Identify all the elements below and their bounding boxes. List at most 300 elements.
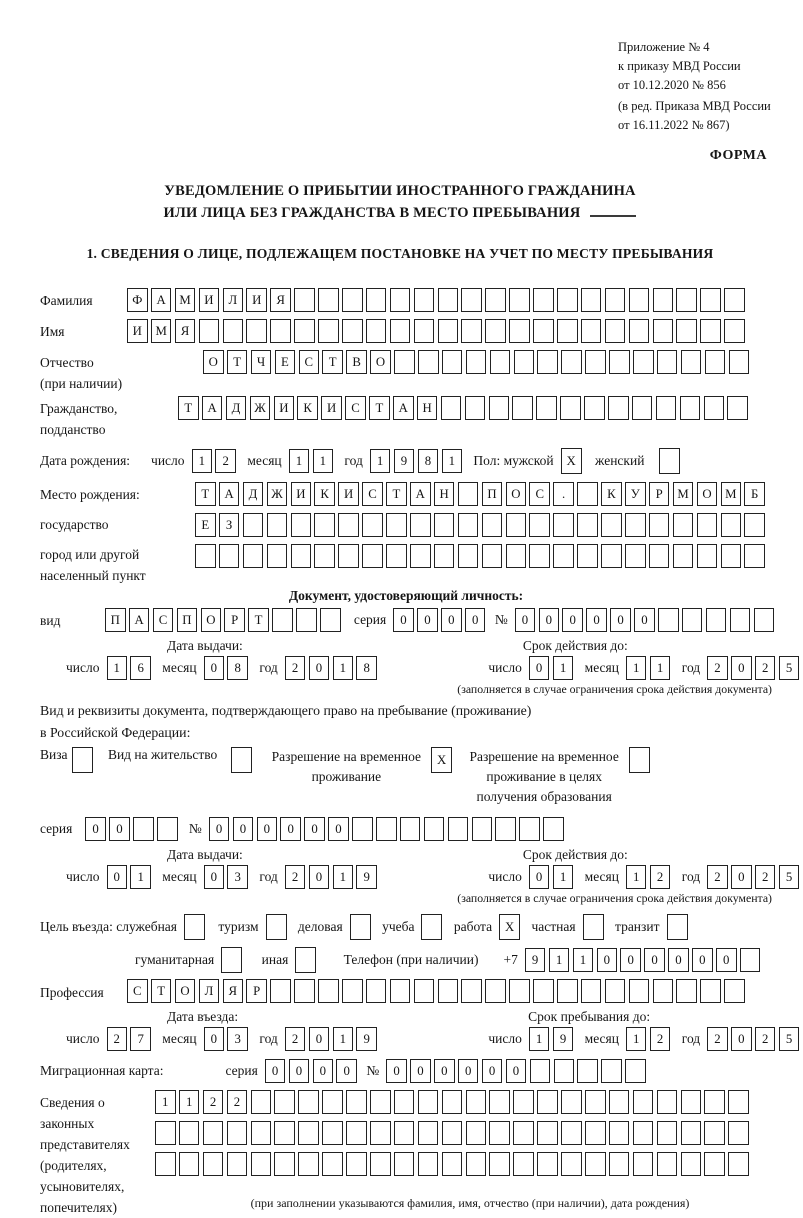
char-box[interactable] bbox=[400, 817, 421, 841]
char-box[interactable]: 5 bbox=[779, 865, 800, 889]
visa-checkbox[interactable] bbox=[72, 747, 96, 773]
char-box[interactable]: 0 bbox=[539, 608, 560, 632]
char-box[interactable]: 0 bbox=[562, 608, 583, 632]
char-box[interactable] bbox=[744, 544, 765, 568]
char-box[interactable] bbox=[489, 1090, 510, 1114]
char-box[interactable] bbox=[728, 1090, 749, 1114]
char-box[interactable] bbox=[577, 482, 598, 506]
char-box[interactable] bbox=[585, 1090, 606, 1114]
purpose-tourism-checkbox[interactable] bbox=[266, 914, 290, 940]
char-box[interactable] bbox=[155, 1121, 176, 1145]
char-box[interactable]: 0 bbox=[393, 608, 414, 632]
char-box[interactable] bbox=[512, 396, 533, 420]
char-box[interactable] bbox=[633, 1090, 654, 1114]
char-box[interactable]: 0 bbox=[529, 865, 550, 889]
char-box[interactable]: А bbox=[129, 608, 150, 632]
char-box[interactable]: Т bbox=[178, 396, 199, 420]
char-box[interactable] bbox=[649, 544, 670, 568]
char-box[interactable] bbox=[362, 513, 383, 537]
char-box[interactable] bbox=[605, 979, 626, 1003]
char-box[interactable]: 8 bbox=[227, 656, 248, 680]
char-box[interactable] bbox=[366, 319, 387, 343]
char-box[interactable]: 1 bbox=[289, 449, 310, 473]
char-box[interactable] bbox=[727, 396, 748, 420]
char-box[interactable]: М bbox=[721, 482, 742, 506]
char-box[interactable] bbox=[418, 1152, 439, 1176]
char-box[interactable] bbox=[414, 319, 435, 343]
char-box[interactable]: X bbox=[499, 914, 520, 940]
birth-month-input[interactable] bbox=[289, 449, 337, 473]
char-box[interactable] bbox=[519, 817, 540, 841]
char-box[interactable]: А bbox=[410, 482, 431, 506]
res-number-input[interactable] bbox=[209, 817, 567, 841]
char-box[interactable]: 0 bbox=[265, 1059, 286, 1083]
char-box[interactable] bbox=[294, 319, 315, 343]
doc-type-input[interactable] bbox=[105, 608, 344, 632]
char-box[interactable] bbox=[370, 1090, 391, 1114]
char-box[interactable] bbox=[243, 544, 264, 568]
id-expiry-month-input[interactable] bbox=[626, 656, 674, 680]
residence-permit-checkbox[interactable] bbox=[231, 747, 255, 773]
char-box[interactable]: К bbox=[601, 482, 622, 506]
char-box[interactable] bbox=[390, 288, 411, 312]
char-box[interactable]: 0 bbox=[731, 865, 752, 889]
char-box[interactable] bbox=[632, 396, 653, 420]
char-box[interactable] bbox=[560, 396, 581, 420]
char-box[interactable] bbox=[704, 396, 725, 420]
id-expiry-year-input[interactable] bbox=[707, 656, 803, 680]
char-box[interactable]: 0 bbox=[731, 1027, 752, 1051]
char-box[interactable] bbox=[438, 288, 459, 312]
char-box[interactable] bbox=[514, 350, 535, 374]
char-box[interactable]: 0 bbox=[515, 608, 536, 632]
char-box[interactable] bbox=[729, 350, 750, 374]
char-box[interactable] bbox=[352, 817, 373, 841]
purpose-other-checkbox[interactable] bbox=[295, 947, 319, 973]
char-box[interactable] bbox=[434, 544, 455, 568]
char-box[interactable] bbox=[533, 288, 554, 312]
char-box[interactable]: 2 bbox=[203, 1090, 224, 1114]
char-box[interactable]: 0 bbox=[209, 817, 230, 841]
char-box[interactable]: 0 bbox=[280, 817, 301, 841]
char-box[interactable]: Д bbox=[243, 482, 264, 506]
char-box[interactable]: Е bbox=[195, 513, 216, 537]
char-box[interactable] bbox=[656, 396, 677, 420]
char-box[interactable] bbox=[179, 1152, 200, 1176]
char-box[interactable] bbox=[322, 1121, 343, 1145]
purpose-official-checkbox[interactable] bbox=[184, 914, 208, 940]
birth-day-input[interactable] bbox=[192, 449, 240, 473]
char-box[interactable]: 1 bbox=[107, 656, 128, 680]
char-box[interactable] bbox=[577, 1059, 598, 1083]
char-box[interactable] bbox=[157, 817, 178, 841]
char-box[interactable] bbox=[676, 979, 697, 1003]
char-box[interactable] bbox=[697, 544, 718, 568]
char-box[interactable] bbox=[533, 979, 554, 1003]
char-box[interactable] bbox=[298, 1121, 319, 1145]
char-box[interactable]: О bbox=[697, 482, 718, 506]
char-box[interactable] bbox=[394, 1121, 415, 1145]
char-box[interactable]: П bbox=[177, 608, 198, 632]
char-box[interactable] bbox=[418, 1121, 439, 1145]
char-box[interactable]: 0 bbox=[434, 1059, 455, 1083]
char-box[interactable] bbox=[561, 1152, 582, 1176]
char-box[interactable] bbox=[529, 513, 550, 537]
char-box[interactable] bbox=[681, 350, 702, 374]
char-box[interactable] bbox=[561, 1090, 582, 1114]
char-box[interactable]: 1 bbox=[333, 656, 354, 680]
char-box[interactable]: 1 bbox=[553, 656, 574, 680]
char-box[interactable]: X bbox=[561, 448, 582, 474]
char-box[interactable]: Н bbox=[434, 482, 455, 506]
char-box[interactable] bbox=[418, 1090, 439, 1114]
char-box[interactable] bbox=[557, 319, 578, 343]
char-box[interactable] bbox=[485, 979, 506, 1003]
char-box[interactable]: 1 bbox=[333, 1027, 354, 1051]
char-box[interactable] bbox=[386, 513, 407, 537]
char-box[interactable] bbox=[553, 513, 574, 537]
char-box[interactable]: О bbox=[506, 482, 527, 506]
char-box[interactable] bbox=[653, 319, 674, 343]
char-box[interactable] bbox=[414, 979, 435, 1003]
char-box[interactable] bbox=[704, 1152, 725, 1176]
char-box[interactable] bbox=[318, 319, 339, 343]
guardians-row1-input[interactable] bbox=[155, 1090, 752, 1114]
char-box[interactable] bbox=[461, 979, 482, 1003]
sex-female-checkbox[interactable] bbox=[659, 448, 683, 474]
char-box[interactable] bbox=[390, 319, 411, 343]
res-issue-year-input[interactable] bbox=[285, 865, 381, 889]
char-box[interactable]: 1 bbox=[529, 1027, 550, 1051]
char-box[interactable] bbox=[272, 608, 293, 632]
char-box[interactable] bbox=[577, 513, 598, 537]
char-box[interactable] bbox=[537, 1090, 558, 1114]
char-box[interactable]: 5 bbox=[779, 1027, 800, 1051]
char-box[interactable] bbox=[195, 544, 216, 568]
char-box[interactable]: Т bbox=[322, 350, 343, 374]
char-box[interactable] bbox=[298, 1090, 319, 1114]
char-box[interactable] bbox=[721, 513, 742, 537]
char-box[interactable] bbox=[543, 817, 564, 841]
char-box[interactable] bbox=[346, 1090, 367, 1114]
char-box[interactable] bbox=[294, 288, 315, 312]
char-box[interactable] bbox=[251, 1090, 272, 1114]
char-box[interactable] bbox=[724, 319, 745, 343]
char-box[interactable]: 6 bbox=[130, 656, 151, 680]
char-box[interactable] bbox=[577, 544, 598, 568]
char-box[interactable] bbox=[489, 396, 510, 420]
char-box[interactable] bbox=[728, 1121, 749, 1145]
char-box[interactable] bbox=[466, 1152, 487, 1176]
char-box[interactable]: С bbox=[345, 396, 366, 420]
char-box[interactable] bbox=[581, 319, 602, 343]
char-box[interactable]: 0 bbox=[716, 948, 737, 972]
char-box[interactable] bbox=[581, 979, 602, 1003]
char-box[interactable]: 1 bbox=[333, 865, 354, 889]
char-box[interactable] bbox=[270, 319, 291, 343]
phone-input[interactable] bbox=[525, 948, 764, 972]
char-box[interactable]: 0 bbox=[620, 948, 641, 972]
char-box[interactable] bbox=[657, 350, 678, 374]
char-box[interactable] bbox=[659, 448, 680, 474]
char-box[interactable] bbox=[155, 1152, 176, 1176]
char-box[interactable]: 0 bbox=[233, 817, 254, 841]
char-box[interactable]: 1 bbox=[626, 865, 647, 889]
char-box[interactable]: 1 bbox=[192, 449, 213, 473]
char-box[interactable]: 0 bbox=[597, 948, 618, 972]
char-box[interactable] bbox=[266, 914, 287, 940]
char-box[interactable]: Т bbox=[369, 396, 390, 420]
char-box[interactable]: 1 bbox=[626, 1027, 647, 1051]
char-box[interactable] bbox=[390, 979, 411, 1003]
migration-number-input[interactable] bbox=[386, 1059, 649, 1083]
stay-year-input[interactable] bbox=[707, 1027, 803, 1051]
char-box[interactable] bbox=[700, 979, 721, 1003]
char-box[interactable]: 3 bbox=[227, 1027, 248, 1051]
char-box[interactable] bbox=[458, 544, 479, 568]
char-box[interactable] bbox=[705, 350, 726, 374]
char-box[interactable] bbox=[414, 288, 435, 312]
char-box[interactable] bbox=[362, 544, 383, 568]
char-box[interactable]: 1 bbox=[130, 865, 151, 889]
char-box[interactable]: С bbox=[362, 482, 383, 506]
char-box[interactable] bbox=[744, 513, 765, 537]
char-box[interactable] bbox=[466, 1121, 487, 1145]
char-box[interactable]: Я bbox=[223, 979, 244, 1003]
char-box[interactable] bbox=[485, 319, 506, 343]
char-box[interactable]: С bbox=[529, 482, 550, 506]
char-box[interactable]: У bbox=[625, 482, 646, 506]
char-box[interactable] bbox=[605, 288, 626, 312]
char-box[interactable]: 2 bbox=[107, 1027, 128, 1051]
char-box[interactable] bbox=[537, 1121, 558, 1145]
char-box[interactable] bbox=[274, 1121, 295, 1145]
char-box[interactable]: . bbox=[553, 482, 574, 506]
char-box[interactable] bbox=[633, 1121, 654, 1145]
char-box[interactable]: 0 bbox=[204, 656, 225, 680]
char-box[interactable]: Т bbox=[151, 979, 172, 1003]
char-box[interactable]: И bbox=[199, 288, 220, 312]
char-box[interactable]: Р bbox=[649, 482, 670, 506]
char-box[interactable] bbox=[274, 1152, 295, 1176]
char-box[interactable]: X bbox=[431, 747, 452, 773]
char-box[interactable]: А bbox=[393, 396, 414, 420]
char-box[interactable] bbox=[267, 513, 288, 537]
char-box[interactable]: 2 bbox=[707, 1027, 728, 1051]
char-box[interactable]: 0 bbox=[417, 608, 438, 632]
char-box[interactable]: 0 bbox=[692, 948, 713, 972]
char-box[interactable] bbox=[223, 319, 244, 343]
id-issue-month-input[interactable] bbox=[204, 656, 252, 680]
char-box[interactable]: 0 bbox=[309, 1027, 330, 1051]
char-box[interactable]: 0 bbox=[634, 608, 655, 632]
char-box[interactable] bbox=[601, 544, 622, 568]
char-box[interactable]: 2 bbox=[215, 449, 236, 473]
char-box[interactable]: 0 bbox=[328, 817, 349, 841]
char-box[interactable]: 0 bbox=[506, 1059, 527, 1083]
char-box[interactable]: В bbox=[346, 350, 367, 374]
char-box[interactable] bbox=[72, 747, 93, 773]
char-box[interactable]: 0 bbox=[458, 1059, 479, 1083]
temp-residence-edu-checkbox[interactable] bbox=[629, 747, 653, 773]
char-box[interactable]: 1 bbox=[626, 656, 647, 680]
char-box[interactable] bbox=[394, 350, 415, 374]
char-box[interactable] bbox=[227, 1152, 248, 1176]
char-box[interactable] bbox=[495, 817, 516, 841]
char-box[interactable] bbox=[629, 319, 650, 343]
char-box[interactable] bbox=[583, 914, 604, 940]
char-box[interactable] bbox=[221, 947, 242, 973]
char-box[interactable] bbox=[466, 1090, 487, 1114]
char-box[interactable]: 1 bbox=[650, 656, 671, 680]
char-box[interactable]: О bbox=[175, 979, 196, 1003]
char-box[interactable]: 0 bbox=[109, 817, 130, 841]
char-box[interactable]: И bbox=[246, 288, 267, 312]
given-name-input[interactable] bbox=[127, 319, 748, 343]
char-box[interactable]: М bbox=[151, 319, 172, 343]
char-box[interactable] bbox=[338, 544, 359, 568]
char-box[interactable]: Л bbox=[199, 979, 220, 1003]
char-box[interactable] bbox=[730, 608, 751, 632]
char-box[interactable]: 0 bbox=[586, 608, 607, 632]
char-box[interactable] bbox=[219, 544, 240, 568]
char-box[interactable] bbox=[448, 817, 469, 841]
char-box[interactable] bbox=[676, 288, 697, 312]
char-box[interactable] bbox=[509, 979, 530, 1003]
char-box[interactable]: 0 bbox=[482, 1059, 503, 1083]
char-box[interactable]: Ч bbox=[251, 350, 272, 374]
char-box[interactable]: Д bbox=[226, 396, 247, 420]
char-box[interactable]: 2 bbox=[650, 1027, 671, 1051]
char-box[interactable] bbox=[530, 1059, 551, 1083]
char-box[interactable] bbox=[376, 817, 397, 841]
char-box[interactable]: 0 bbox=[204, 1027, 225, 1051]
char-box[interactable]: Ж bbox=[267, 482, 288, 506]
char-box[interactable] bbox=[442, 1121, 463, 1145]
char-box[interactable]: 1 bbox=[549, 948, 570, 972]
char-box[interactable] bbox=[370, 1152, 391, 1176]
char-box[interactable]: 1 bbox=[179, 1090, 200, 1114]
char-box[interactable]: 0 bbox=[731, 656, 752, 680]
char-box[interactable] bbox=[653, 288, 674, 312]
char-box[interactable]: 0 bbox=[668, 948, 689, 972]
char-box[interactable]: Ж bbox=[250, 396, 271, 420]
char-box[interactable] bbox=[704, 1090, 725, 1114]
char-box[interactable] bbox=[291, 513, 312, 537]
char-box[interactable]: И bbox=[338, 482, 359, 506]
char-box[interactable]: 2 bbox=[755, 1027, 776, 1051]
profession-input[interactable] bbox=[127, 979, 748, 1003]
char-box[interactable] bbox=[625, 544, 646, 568]
char-box[interactable]: 1 bbox=[553, 865, 574, 889]
char-box[interactable]: Т bbox=[386, 482, 407, 506]
char-box[interactable]: 3 bbox=[227, 865, 248, 889]
char-box[interactable] bbox=[270, 979, 291, 1003]
char-box[interactable]: 0 bbox=[107, 865, 128, 889]
char-box[interactable] bbox=[724, 979, 745, 1003]
char-box[interactable]: 0 bbox=[289, 1059, 310, 1083]
char-box[interactable] bbox=[557, 979, 578, 1003]
char-box[interactable] bbox=[342, 979, 363, 1003]
char-box[interactable] bbox=[533, 319, 554, 343]
char-box[interactable]: П bbox=[482, 482, 503, 506]
char-box[interactable] bbox=[601, 513, 622, 537]
char-box[interactable]: 2 bbox=[755, 865, 776, 889]
char-box[interactable] bbox=[509, 319, 530, 343]
char-box[interactable]: З bbox=[219, 513, 240, 537]
char-box[interactable]: А bbox=[202, 396, 223, 420]
entry-month-input[interactable] bbox=[204, 1027, 252, 1051]
surname-input[interactable] bbox=[127, 288, 748, 312]
char-box[interactable] bbox=[584, 396, 605, 420]
char-box[interactable] bbox=[676, 319, 697, 343]
char-box[interactable] bbox=[740, 948, 761, 972]
char-box[interactable] bbox=[585, 350, 606, 374]
char-box[interactable] bbox=[465, 396, 486, 420]
char-box[interactable] bbox=[629, 288, 650, 312]
char-box[interactable]: Е bbox=[275, 350, 296, 374]
char-box[interactable] bbox=[227, 1121, 248, 1145]
char-box[interactable] bbox=[394, 1152, 415, 1176]
char-box[interactable] bbox=[203, 1152, 224, 1176]
id-number-input[interactable] bbox=[515, 608, 778, 632]
res-expiry-day-input[interactable] bbox=[529, 865, 577, 889]
char-box[interactable] bbox=[724, 288, 745, 312]
char-box[interactable] bbox=[667, 914, 688, 940]
char-box[interactable] bbox=[295, 947, 316, 973]
char-box[interactable]: Л bbox=[223, 288, 244, 312]
char-box[interactable] bbox=[458, 482, 479, 506]
char-box[interactable] bbox=[609, 1090, 630, 1114]
birthplace-row3-input[interactable] bbox=[195, 544, 768, 568]
char-box[interactable] bbox=[386, 544, 407, 568]
char-box[interactable]: 0 bbox=[257, 817, 278, 841]
char-box[interactable] bbox=[338, 513, 359, 537]
char-box[interactable] bbox=[370, 1121, 391, 1145]
char-box[interactable]: К bbox=[314, 482, 335, 506]
char-box[interactable] bbox=[243, 513, 264, 537]
char-box[interactable] bbox=[609, 1152, 630, 1176]
char-box[interactable] bbox=[133, 817, 154, 841]
res-issue-month-input[interactable] bbox=[204, 865, 252, 889]
char-box[interactable] bbox=[350, 914, 371, 940]
char-box[interactable]: Н bbox=[417, 396, 438, 420]
char-box[interactable] bbox=[629, 979, 650, 1003]
char-box[interactable] bbox=[529, 544, 550, 568]
char-box[interactable] bbox=[633, 1152, 654, 1176]
char-box[interactable] bbox=[199, 319, 220, 343]
char-box[interactable] bbox=[609, 350, 630, 374]
birthplace-row2-input[interactable] bbox=[195, 513, 768, 537]
char-box[interactable]: 2 bbox=[227, 1090, 248, 1114]
char-box[interactable] bbox=[394, 1090, 415, 1114]
char-box[interactable]: 8 bbox=[418, 449, 439, 473]
purpose-transit-checkbox[interactable] bbox=[667, 914, 691, 940]
char-box[interactable] bbox=[657, 1121, 678, 1145]
char-box[interactable]: О bbox=[370, 350, 391, 374]
char-box[interactable]: 9 bbox=[525, 948, 546, 972]
char-box[interactable]: 2 bbox=[755, 656, 776, 680]
char-box[interactable] bbox=[506, 544, 527, 568]
char-box[interactable] bbox=[314, 544, 335, 568]
char-box[interactable] bbox=[251, 1121, 272, 1145]
char-box[interactable]: 1 bbox=[573, 948, 594, 972]
char-box[interactable]: С bbox=[299, 350, 320, 374]
char-box[interactable]: 0 bbox=[441, 608, 462, 632]
char-box[interactable]: 2 bbox=[285, 1027, 306, 1051]
char-box[interactable] bbox=[605, 319, 626, 343]
char-box[interactable]: 0 bbox=[386, 1059, 407, 1083]
